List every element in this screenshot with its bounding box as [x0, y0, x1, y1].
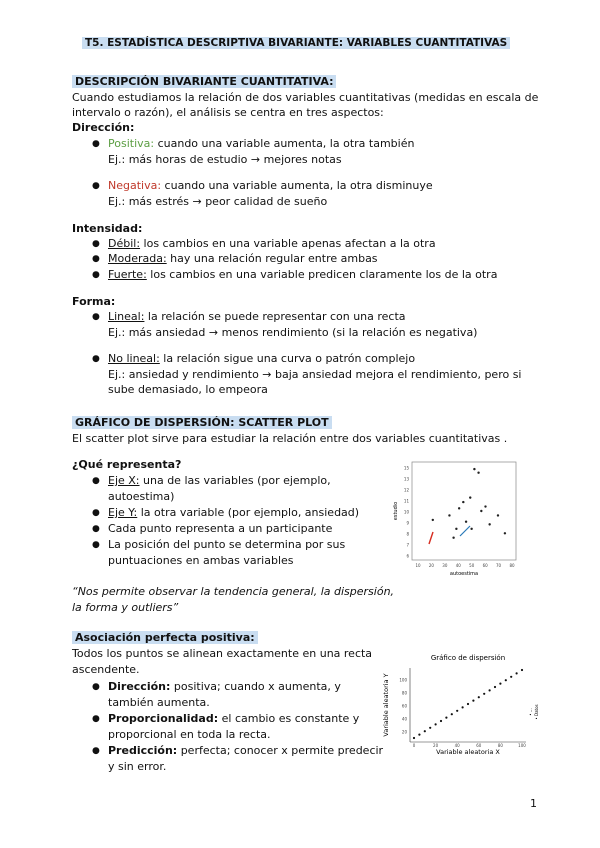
data-point: [499, 683, 501, 685]
subheading-forma: Forma:: [72, 295, 116, 308]
data-point: [413, 737, 415, 739]
scatter-chart-autoestima: [392, 456, 522, 578]
paragraph-line: intervalo o razón), el análisis se centra en tres aspectos:: [72, 106, 384, 119]
data-point: [489, 689, 491, 691]
x-tick-label: 50: [469, 563, 475, 568]
data-point: [469, 496, 471, 498]
list-item: Positiva: cuando una variable aumenta, la otra también: [108, 137, 415, 150]
x-tick-label: 20: [428, 563, 434, 568]
x-tick-label: 0: [412, 743, 416, 748]
list-item: La posición del punto se determina por sus: [108, 538, 346, 551]
list-item: Moderada: hay una relación regular entre ambas: [108, 252, 378, 265]
data-point: [465, 520, 467, 522]
data-point: [448, 514, 450, 516]
bullet-icon: ●: [92, 354, 100, 364]
x-tick-label: 80: [509, 563, 515, 568]
data-point: [451, 713, 453, 715]
y-tick-label: 15: [403, 465, 409, 471]
y-tick-label: 11: [403, 498, 409, 504]
example-line: Ej.: ansiedad y rendimiento → baja ansiedad mejora el rendimiento, pero si: [108, 368, 522, 381]
data-point: [484, 505, 486, 507]
y-tick-label: 13: [403, 476, 409, 482]
paragraph-line: El scatter plot sirve para estudiar la relación entre dos variables cuantitativas .: [72, 432, 508, 445]
list-item-continuation: proporcional en toda la recta.: [108, 728, 271, 741]
paragraph-line: Todos los puntos se alinean exactamente en una recta: [72, 647, 373, 660]
x-axis-label: Variable aleatoria X: [436, 748, 500, 756]
list-item: Eje Y: la otra variable (por ejemplo, ansiedad): [108, 506, 360, 519]
data-point: [494, 686, 496, 688]
example-line: Ej.: más horas de estudio → mejores notas: [108, 153, 342, 166]
x-tick-label: 10: [415, 563, 421, 568]
list-item-continuation: puntuaciones en ambas variables: [108, 554, 294, 567]
x-tick-label: 80: [497, 743, 503, 748]
y-tick-label: 6: [406, 553, 409, 559]
data-point: [472, 700, 474, 702]
data-point: [432, 519, 434, 521]
data-point: [455, 528, 457, 530]
page-number: 1: [530, 797, 537, 810]
bullet-icon: ●: [92, 682, 100, 692]
y-tick-label: 7: [406, 542, 409, 548]
data-point: [505, 679, 507, 681]
list-item-continuation: y sin error.: [108, 760, 167, 773]
data-point: [435, 723, 437, 725]
data-point: [456, 710, 458, 712]
data-point: [473, 468, 475, 470]
data-point: [470, 528, 472, 530]
data-point: [424, 730, 426, 732]
data-point: [516, 672, 518, 674]
data-point: [488, 523, 490, 525]
page-title: T5. ESTADÍSTICA DESCRIPTIVA BIVARIANTE: VARIABLES CUANTITATIVAS: [82, 36, 510, 52]
data-point: [497, 514, 499, 516]
x-tick-label: 40: [454, 743, 460, 748]
y-tick-label: 80: [401, 690, 407, 696]
list-item: No lineal: la relación sigue una curva o patrón complejo: [108, 352, 416, 365]
list-item: Predicción: perfecta; conocer x permite predecir: [108, 744, 384, 757]
y-tick-label: 40: [401, 716, 407, 722]
list-item: Proporcionalidad: el cambio es constante y: [108, 712, 360, 725]
chart-title: Gráfico de dispersión: [430, 654, 506, 662]
x-tick-label: 60: [476, 743, 482, 748]
quote-line: la forma y outliers”: [72, 601, 179, 614]
data-point: [445, 717, 447, 719]
legend-entry: • ...: [528, 708, 533, 716]
data-point: [429, 727, 431, 729]
data-point: [462, 706, 464, 708]
y-tick-label: 100: [399, 677, 407, 683]
bullet-icon: ●: [92, 239, 100, 249]
data-point: [458, 507, 460, 509]
y-tick-label: 12: [403, 487, 409, 493]
x-tick-label: 20: [433, 743, 439, 748]
section-heading-scatter: GRÁFICO DE DISPERSIÓN: SCATTER PLOT: [72, 415, 332, 431]
x-tick-label: 40: [455, 563, 461, 568]
data-point: [504, 532, 506, 534]
y-tick-label: 9: [406, 520, 409, 526]
example-line: Ej.: más estrés → peor calidad de sueño: [108, 195, 328, 208]
y-tick-label: 8: [406, 531, 409, 537]
data-point: [483, 693, 485, 695]
bullet-icon: ●: [92, 181, 100, 191]
list-item: Negativa: cuando una variable aumenta, la otra disminuye: [108, 179, 433, 192]
bullet-icon: ●: [92, 746, 100, 756]
legend-entry: • Datos: [534, 704, 539, 720]
scatter-chart-perfecta: [382, 650, 542, 758]
bullet-icon: ●: [92, 524, 100, 534]
subheading-intensidad: Intensidad:: [72, 222, 143, 235]
quote-line: “Nos permite observar la tendencia general, la dispersión,: [72, 585, 395, 598]
list-item-continuation: también aumenta.: [108, 696, 210, 709]
data-point: [521, 669, 523, 671]
y-tick-label: 10: [403, 509, 409, 515]
subheading-direccion: Dirección:: [72, 121, 135, 134]
list-item: Fuerte: los cambios en una variable predicen claramente los de la otra: [108, 268, 498, 281]
bullet-icon: ●: [92, 312, 100, 322]
section-heading-asociacion: Asociación perfecta positiva:: [72, 630, 258, 646]
data-point: [467, 703, 469, 705]
data-point: [480, 510, 482, 512]
subheading-que-representa: ¿Qué representa?: [72, 458, 182, 471]
data-point: [478, 696, 480, 698]
example-line: sube demasiado, lo empeora: [108, 383, 268, 396]
bullet-icon: ●: [92, 139, 100, 149]
y-tick-label: 20: [401, 729, 407, 735]
x-tick-label: 100: [518, 743, 526, 748]
data-point: [440, 720, 442, 722]
x-tick-label: 70: [496, 563, 502, 568]
list-item: Cada punto representa a un participante: [108, 522, 333, 535]
data-point: [510, 676, 512, 678]
bullet-icon: ●: [92, 476, 100, 486]
data-point: [477, 471, 479, 473]
x-tick-label: 30: [442, 563, 448, 568]
x-tick-label: 60: [482, 563, 488, 568]
list-item: Lineal: la relación se puede representar con una recta: [108, 310, 406, 323]
bullet-icon: ●: [92, 270, 100, 280]
list-item: Dirección: positiva; cuando x aumenta, y: [108, 680, 341, 693]
section-heading-descripcion: DESCRIPCIÓN BIVARIANTE CUANTITATIVA:: [72, 74, 336, 90]
y-tick-label: 60: [401, 703, 407, 709]
plot-area: [412, 462, 516, 560]
list-item: Eje X: una de las variables (por ejemplo,: [108, 474, 331, 487]
data-point: [462, 501, 464, 503]
paragraph-line: ascendente.: [72, 663, 140, 676]
y-axis-label: Variable aleatoria Y: [382, 673, 390, 737]
list-item: Débil: los cambios en una variable apenas afectan a la otra: [108, 237, 436, 250]
paragraph-line: Cuando estudiamos la relación de dos variables cuantitativas (medidas en escala de: [72, 91, 539, 104]
data-point: [418, 734, 420, 736]
bullet-icon: ●: [92, 540, 100, 550]
bullet-icon: ●: [92, 254, 100, 264]
example-line: Ej.: más ansiedad → menos rendimiento (si la relación es negativa): [108, 326, 478, 339]
data-point: [452, 537, 454, 539]
bullet-icon: ●: [92, 508, 100, 518]
y-axis-label: estudio: [393, 501, 399, 521]
list-item-continuation: autoestima): [108, 490, 175, 503]
bullet-icon: ●: [92, 714, 100, 724]
x-axis-label: autoestima: [449, 571, 479, 577]
